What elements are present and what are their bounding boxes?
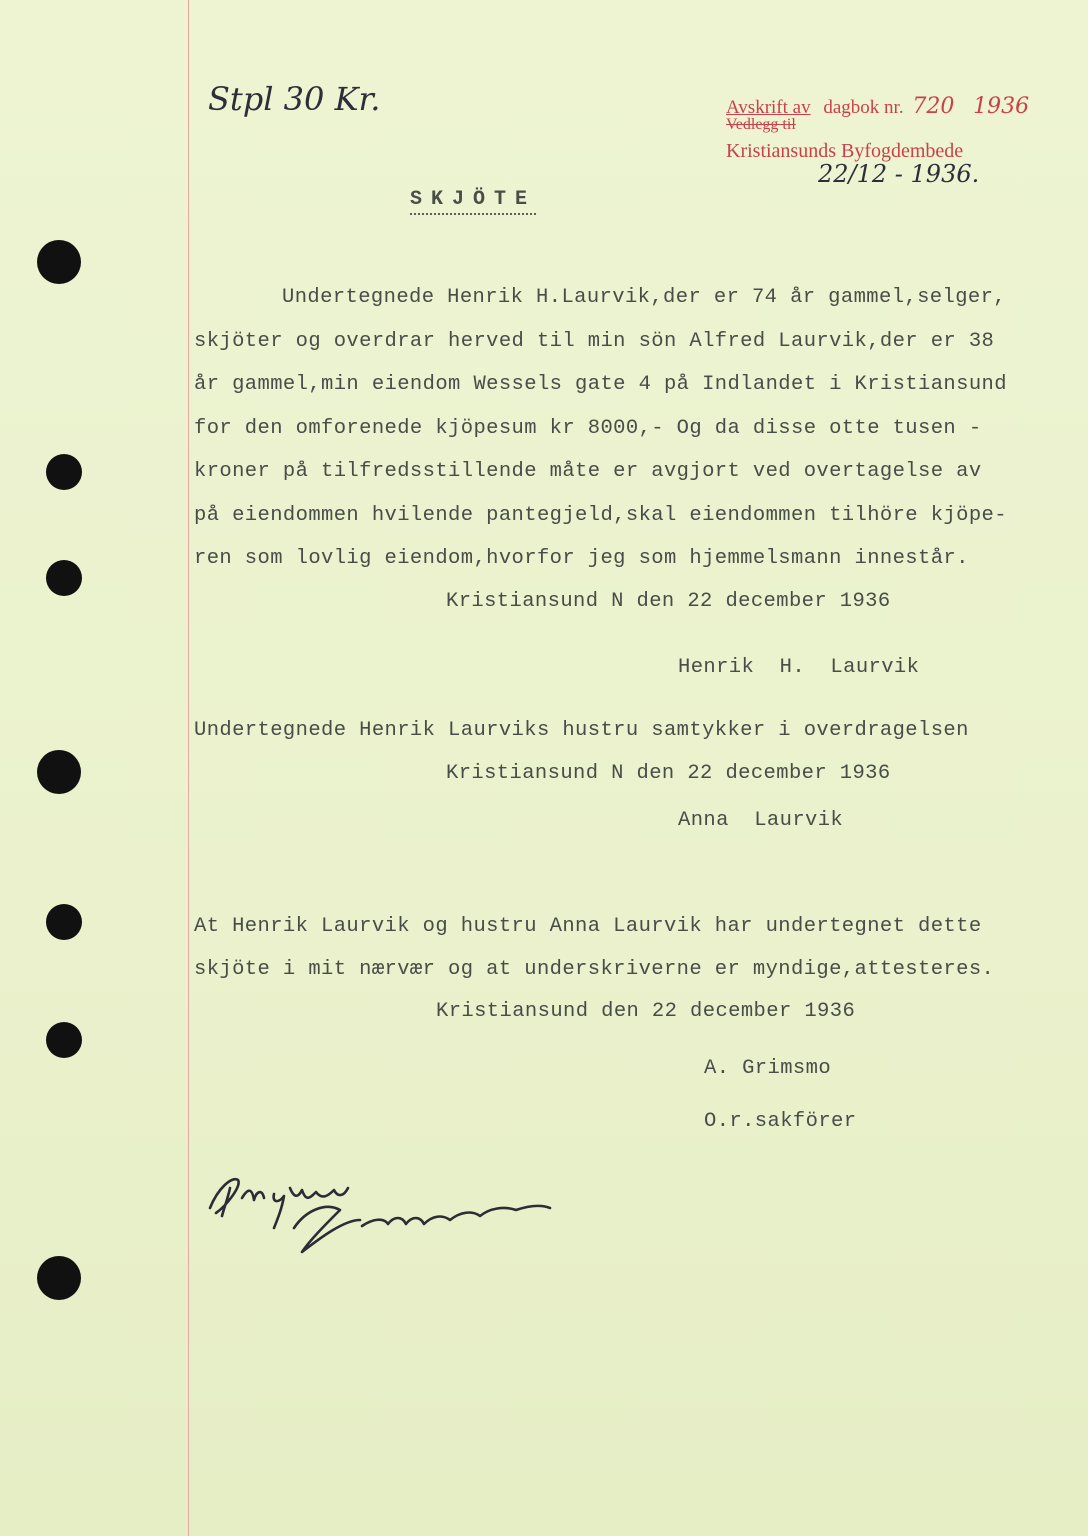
stamp-vedlegg-text: Vedlegg til xyxy=(726,116,796,133)
punch-hole xyxy=(37,1256,81,1300)
attest-line: At Henrik Laurvik og hustru Anna Laurvik har undertegnet dette xyxy=(194,915,982,938)
body-line: Undertegnede Henrik H.Laurvik,der er 74 år gammel,selger, xyxy=(282,286,1007,309)
place-date: Kristiansund N den 22 december 1936 xyxy=(446,762,891,785)
stamp-office: Kristiansunds Byfogdembede xyxy=(726,140,964,162)
body-line: for den omforenede kjöpesum kr 8000,- Og da disse otte tusen - xyxy=(194,417,982,440)
punch-hole xyxy=(46,1022,82,1058)
handwritten-signature xyxy=(198,1158,568,1268)
signer-title: O.r.sakförer xyxy=(704,1110,857,1133)
attest-line: skjöte i mit nærvær og at underskriverne er myndige,attesteres. xyxy=(194,958,995,981)
body-line: år gammel,min eiendom Wessels gate 4 på Indlandet i Kristiansund xyxy=(194,373,1007,396)
stamp-year: 1936 xyxy=(973,94,1030,119)
punch-hole xyxy=(46,454,82,490)
consent-line: Undertegnede Henrik Laurviks hustru samtykker i overdragelsen xyxy=(194,719,969,742)
signer-name: Henrik H. Laurvik xyxy=(678,656,920,679)
body-line: på eiendommen hvilende pantegjeld,skal eiendommen tilhöre kjöpe- xyxy=(194,504,1007,527)
stamp-dagbok: dagbok nr. xyxy=(823,97,904,118)
place-date: Kristiansund den 22 december 1936 xyxy=(436,1000,856,1023)
punch-hole xyxy=(46,904,82,940)
stamp-avskrift: Avskrift av xyxy=(726,97,811,118)
handwritten-fee-note: Stpl 30 Kr. xyxy=(208,80,381,118)
punch-hole xyxy=(46,560,82,596)
place-date: Kristiansund N den 22 december 1936 xyxy=(446,590,891,613)
stamp-vedlegg xyxy=(726,116,796,134)
body-line: kroner på tilfredsstillende måte er avgjort ved overtagelse av xyxy=(194,460,982,483)
body-line: ren som lovlig eiendom,hvorfor jeg som hjemmelsmann innestår. xyxy=(194,547,969,570)
punch-hole xyxy=(37,750,81,794)
page-title: SKJÖTE xyxy=(410,188,536,215)
signer-name: Anna Laurvik xyxy=(678,809,844,832)
handwritten-date: 22/12 - 1936. xyxy=(818,160,980,188)
punch-hole xyxy=(37,240,81,284)
signer-name: A. Grimsmo xyxy=(704,1057,832,1080)
body-line: skjöter og overdrar herved til min sön Alfred Laurvik,der er 38 xyxy=(194,330,995,353)
stamp-number: 720 xyxy=(912,94,955,119)
margin-rule xyxy=(188,0,189,1536)
